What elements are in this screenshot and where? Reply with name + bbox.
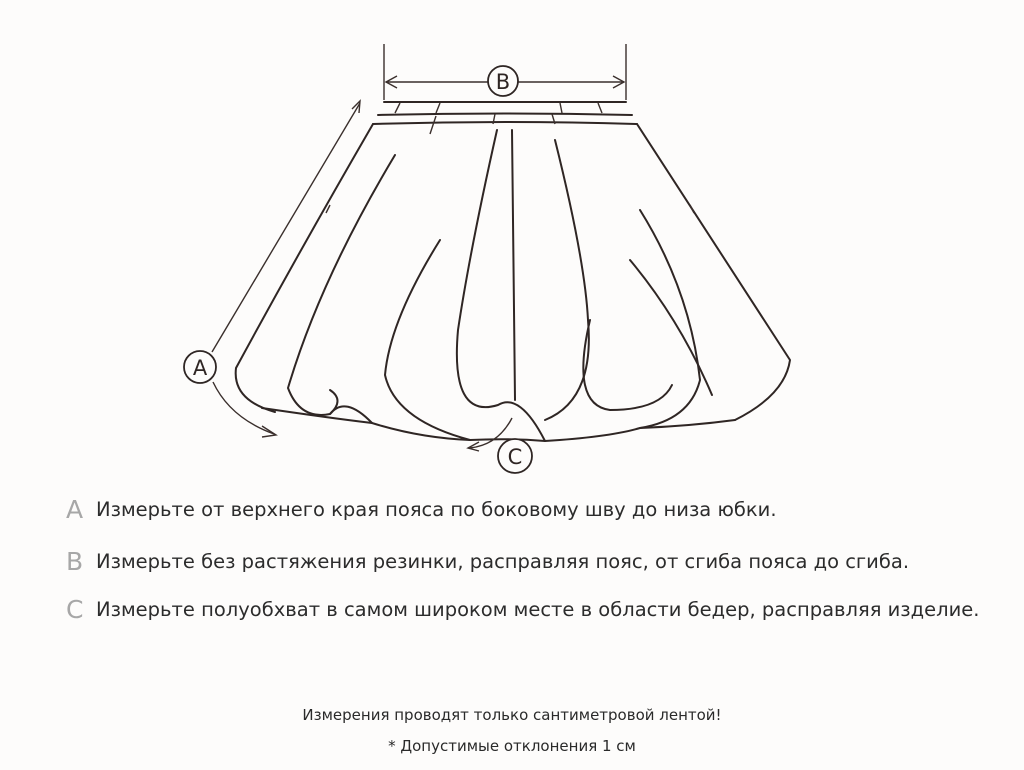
instruction-text: Измерьте от верхнего края пояса по боковому шву до низа юбки. (96, 497, 777, 521)
instruction-letter: C (66, 594, 84, 624)
label-a: A (192, 356, 208, 380)
instruction-letter: B (66, 546, 84, 576)
measure-c (468, 418, 532, 473)
instruction-b (66, 544, 909, 578)
label-b: B (495, 70, 511, 94)
instruction-c (66, 592, 980, 626)
instruction-text: Измерьте полуобхват в самом широком месте в области бедер, расправляя изделие. (96, 597, 980, 621)
instruction-a (66, 492, 777, 526)
label-c: C (507, 445, 523, 469)
note-tape-only: Измерения проводят только сантиметровой лентой! (302, 706, 722, 724)
instruction-letter: A (66, 494, 84, 524)
waistband (373, 102, 637, 134)
skirt-folds (288, 130, 712, 441)
instruction-text: Измерьте без растяжения резинки, расправляя пояс, от сгиба пояса до сгиба. (96, 549, 910, 573)
measure-b (384, 44, 626, 100)
note-tolerance: * Допустимые отклонения 1 см (388, 737, 636, 755)
